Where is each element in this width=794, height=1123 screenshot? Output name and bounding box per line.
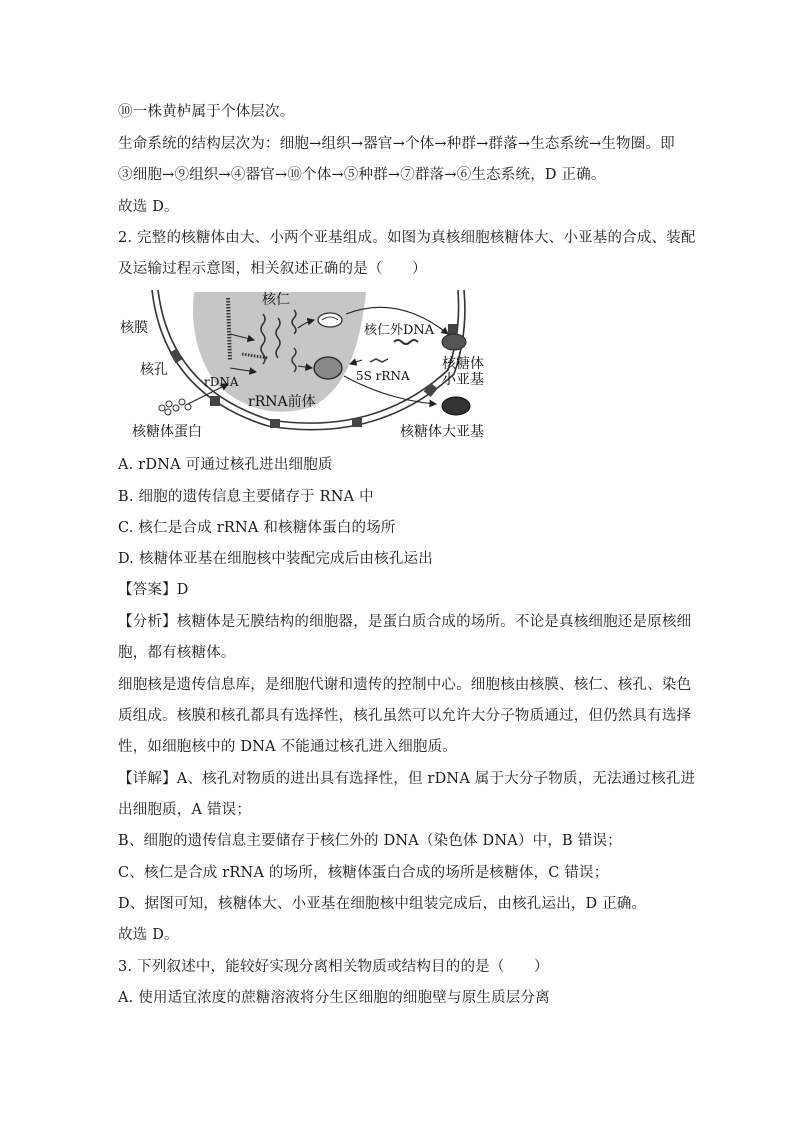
nuclear-pore-icon (270, 419, 280, 428)
text-line-1: ⑩一株黄栌属于个体层次。 (118, 104, 295, 120)
label-small-subunit-2: 小亚基 (442, 372, 484, 388)
label-nucleolus: 核仁 (262, 292, 290, 308)
label-rdna: rDNA (204, 375, 239, 389)
ribosome-large-subunit-icon (314, 357, 342, 379)
option-a: A. rDNA 可通过核孔进出细胞质 (118, 457, 333, 473)
label-ribosomal-protein: 核糖体蛋白 (132, 424, 202, 440)
nuclear-pore-icon (352, 418, 362, 427)
text-line-3: ③细胞→⑨组织→④器官→⑩个体→⑤种群→⑦群落→⑥生态系统，D 正确。 (118, 167, 606, 183)
detail-line-2: 出细胞质，A 错误； (118, 802, 252, 818)
text-line-2: 生命系统的结构层次为：细胞→组织→器官→个体→种群→群落→生态系统→生物圈。即 (118, 136, 675, 152)
label-large-subunit: 核糖体大亚基 (400, 424, 484, 440)
detail-line-4: C、核仁是合成 rRNA 的场所，核糖体蛋白合成的场所是核糖体，C 错误； (118, 865, 609, 881)
question-3-option-a: A. 使用适宜浓度的蔗糖溶液将分生区细胞的细胞壁与原生质层分离 (118, 990, 550, 1006)
ribosome-large-subunit-icon (442, 397, 470, 415)
ribosome-diagram (118, 284, 518, 446)
text-line-4: 故选 D。 (118, 199, 179, 215)
detail-line-1: 【详解】A、核孔对物质的进出具有选择性，但 rDNA 属于大分子物质，无法通过核孔进 (118, 771, 696, 787)
label-small-subunit-1: 核糖体 (442, 356, 484, 372)
detail-line-5: D、据图可知，核糖体大、小亚基在细胞核中组装完成后，由核孔运出，D 正确。 (118, 896, 647, 912)
ribosome-small-subunit-icon (442, 334, 466, 350)
analysis-line-2: 胞，都有核糖体。 (118, 645, 236, 661)
nuclear-pore-icon (210, 396, 220, 406)
label-nuclear-membrane: 核膜 (120, 320, 148, 336)
choose-line: 故选 D。 (118, 927, 179, 943)
ribosome-small-subunit-icon (318, 313, 342, 327)
question-3-stem: 3. 下列叙述中，能较好实现分离相关物质或结构目的的是（ ） (118, 959, 549, 975)
question-2-stem-1: 2. 完整的核糖体由大、小两个亚基组成。如图为真核细胞核糖体大、小亚基的合成、装配 (118, 230, 696, 246)
option-c: C. 核仁是合成 rRNA 和核糖体蛋白的场所 (118, 520, 396, 536)
extra-dna-icon (394, 340, 418, 344)
label-5s-rrna: 5S rRNA (356, 369, 410, 383)
analysis-line-1: 【分析】核糖体是无膜结构的细胞器，是蛋白质合成的场所。不论是真核细胞还是原核细 (118, 614, 692, 630)
detail-line-3: B、细胞的遗传信息主要储存于核仁外的 DNA（染色体 DNA）中，B 错误； (118, 833, 622, 849)
answer-line: 【答案】D (118, 582, 189, 598)
nuclear-pore-icon (424, 383, 438, 397)
nuclear-pore-icon (170, 349, 183, 363)
question-2-stem-2: 及运输过程示意图，相关叙述正确的是（ ） (118, 261, 427, 277)
option-b: B. 细胞的遗传信息主要储存于 RNA 中 (118, 489, 374, 505)
analysis-line-5: 性，如细胞核中的 DNA 不能通过核孔进入细胞质。 (118, 739, 458, 755)
label-extra-dna: 核仁外DNA (364, 323, 435, 338)
label-nuclear-pore: 核孔 (140, 362, 168, 378)
analysis-line-3: 细胞核是遗传信息库，是细胞代谢和遗传的控制中心。细胞核由核膜、核仁、核孔、染色 (118, 677, 692, 693)
ribosomal-protein-icon (159, 399, 191, 415)
nuclear-pore-icon (448, 324, 457, 335)
option-d: D. 核糖体亚基在细胞核中装配完成后由核孔运出 (118, 551, 433, 567)
label-pre-rrna: rRNA前体 (248, 394, 316, 410)
5s-rrna-icon (370, 359, 388, 362)
analysis-line-4: 质组成。核膜和核孔都具有选择性，核孔虽然可以允许大分子物质通过，但仍然具有选择 (118, 708, 692, 724)
